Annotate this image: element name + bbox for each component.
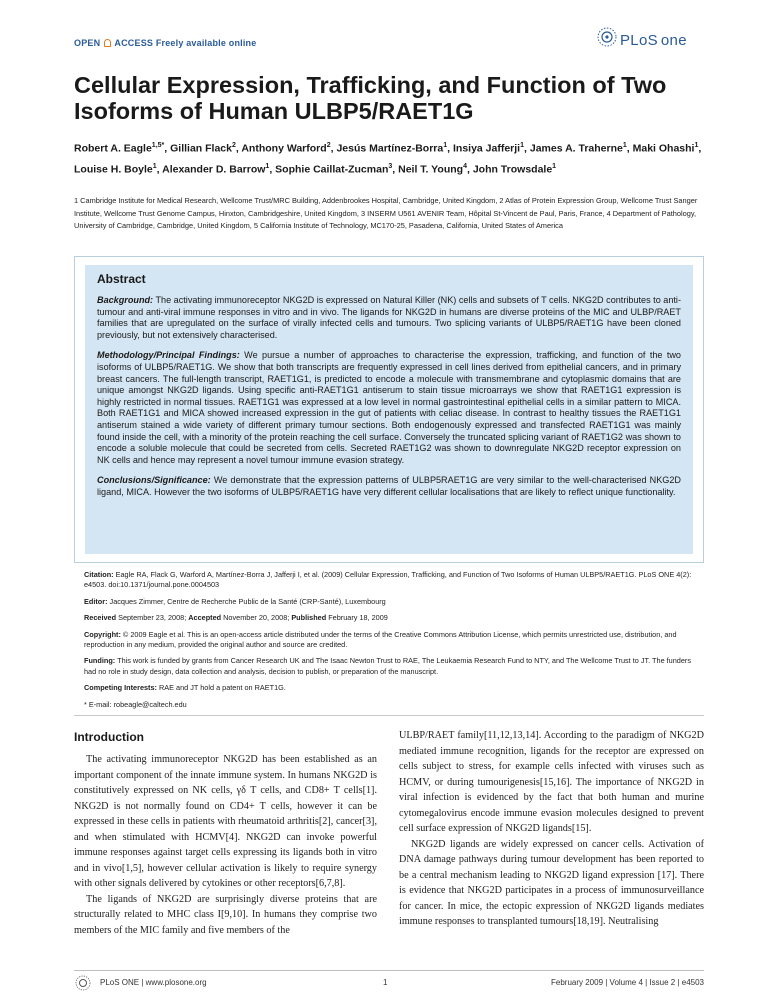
competing-interests xyxy=(84,683,696,693)
author-affiliation-mark: 1 xyxy=(622,142,627,149)
received-date: September 23, 2008; xyxy=(118,613,187,623)
copyright xyxy=(84,630,696,651)
plos-one-logo xyxy=(596,26,706,52)
copyright-text: © 2009 Eagle et al. This is an open-access article distributed under the terms of the Creative Commons Attribution License, which permits unrestricted use, distribution, and reproduction in any medium, provided the original author and source are credited. xyxy=(84,629,677,650)
open-label: OPEN xyxy=(74,38,101,48)
author-name: Gillian Flack xyxy=(170,142,232,155)
funding xyxy=(84,656,696,677)
author-name: Neil T. Young xyxy=(398,163,464,175)
footer-issue: February 2009 | Volume 4 | Issue 2 | e4503 xyxy=(551,978,704,987)
footer-page-number: 1 xyxy=(383,978,388,987)
article-metadata xyxy=(84,570,696,716)
plos-logo-text xyxy=(620,32,687,49)
access-label: ACCESS xyxy=(114,38,154,48)
abstract-background xyxy=(97,295,681,341)
email[interactable]: * E-mail: robeagle@caltech.edu xyxy=(84,699,187,709)
footer-journal[interactable]: PLoS ONE | www.plosone.org xyxy=(100,978,207,987)
received-label: Received xyxy=(84,613,117,623)
section-divider xyxy=(74,715,704,716)
conclusions-text: We demonstrate that the expression patterns of ULBP5RAET1G are very similar to the well-characterised NKG2D ligand, MICA. However the two isoforms of ULBP5/RAET1G have very different cellular localisations that are likely to reflect unique functionality. xyxy=(97,475,681,497)
author-affiliation-mark: 1 xyxy=(552,162,557,170)
author-affiliation-mark: 1 xyxy=(265,162,270,170)
intro-paragraph-1: The activating immunoreceptor NKG2D has been established as an important component of the innate immune system. In humans NKG2D is constitutively expressed on NK cells, γδ T cells, and CD8+ T cells[1]. NKG2D is not normally found on CD4+ T cells, however it can be expressed in these cells in patients with rheumatoid arthritis[2], cancer[3], and when stimulated with HCMV[4]. NKG2D can invoke powerful immune responses against target cells expressing its ligands both in vitro and in vivo[1,5], however cellular activation is likely to require synergy with other signals delivered by cytokines or other receptors[6,7,8]. xyxy=(74,754,377,889)
affiliations: 1 Cambridge Institute for Medical Research, Wellcome Trust/MRC Building, Addenbrookes Hospital, Cambridge, United Kingdom, 2 Atlas of Protein Expression Group, Wellcome Trust Sanger Institute, Wellcome Trust Genome Campus, Hinxton, Cambridgeshire, United Kingdom, 3 INSERM U561 AVENIR Team, Hôpital St-Vincent de Paul, Paris, France, 4 Department of Pathology, University of Cambridge, Cambridge, United Kingdom, 5 California Institute of Technology, MC170-25, Pasadena, California, United States of America xyxy=(74,196,698,230)
background-text: The activating immunoreceptor NKG2D is expressed on Natural Killer (NK) cells and subsets of T cells. NKG2D contributes to anti-tumour and anti-viral immune responses in vitro and in vivo. The ligands for NKG2D in humans are diverse proteins of the MIC and ULBP/RAET families that are upregulated on the surface of virally infected cells and tumours. Two splicing variants of ULBP5/RAET1G have been cloned previously, but not extensively characterised. xyxy=(97,295,681,340)
author-name: Louise H. Boyle xyxy=(74,163,153,175)
citation-label: Citation: xyxy=(84,570,114,579)
plos-logo-icon xyxy=(596,26,618,48)
author-name: Maki Ohashi xyxy=(632,142,695,155)
author-affiliation-mark: 1 xyxy=(152,162,157,170)
published-label: Published xyxy=(291,613,327,623)
body-column-left xyxy=(74,752,377,938)
author-affiliation-mark: 3 xyxy=(388,162,393,170)
author-affiliation-mark: 1 xyxy=(520,142,525,149)
dates xyxy=(84,613,696,623)
abstract-box xyxy=(74,256,704,563)
author-name: Robert A. Eagle xyxy=(74,142,152,155)
author-name: Anthony Warford xyxy=(241,142,327,155)
funding-label: Funding: xyxy=(84,656,116,666)
footer-plos-icon xyxy=(74,974,92,992)
open-access-banner xyxy=(74,38,256,48)
funding-text: This work is funded by grants from Cancer Research UK and The Isaac Newton Trust to RAE, The Leukaemia Research Fund to NTY, and The Wellcome Trust to JT. The funders had no role in study design, data collection and analysis, decision to publish, or preparation of the manuscript. xyxy=(84,656,691,676)
abstract-panel xyxy=(85,265,693,554)
abstract-conclusions xyxy=(97,475,681,498)
open-lock-icon xyxy=(104,39,111,47)
author-affiliation-mark: 4 xyxy=(463,162,467,170)
author-affiliation-mark: 1 xyxy=(443,142,448,149)
author-affiliation-mark: 2 xyxy=(231,142,236,149)
accepted-label: Accepted xyxy=(188,613,222,623)
article-title: Cellular Expression, Trafficking, and Function of Two Isoforms of Human ULBP5/RAET1G xyxy=(74,72,667,124)
author-list: Robert A. Eagle$^{1,5*}$, Gillian Flack$^2$, Anthony Warford$^2$, Jesús Martínez-Borra$^1$, Insiya Jafferji$^1$, James A. Traherne$^1$, Maki Ohashi$^1$, Louise H. Boyle$^1$, Alexander D. Barrow$^1$, Sophie Caillat-Zucman$^3$, Neil T. Young$^4$, John Trowsdale$^1$ xyxy=(74,142,702,175)
abstract-methods xyxy=(97,350,681,466)
author-affiliation-mark: 2 xyxy=(326,142,331,149)
author-name: Insiya Jafferji xyxy=(452,142,521,155)
intro-paragraph-3: ULBP/RAET family[11,12,13,14]. According to the paradigm of NKG2D mediated immune recognition, ligands for the receptor are expressed on cells subject to stress, for example cells infected with viruses such as HCMV, or during tumourigenesis[15,16]. The importance of NKG2D in viral infection is evidenced by the fact that both human and murine cytomegalovirus encode immune evasion molecules designed to prevent cell surface expression of NKG2D ligands[15]. xyxy=(399,730,704,834)
editor-label: Editor: xyxy=(84,596,108,606)
copyright-label: Copyright: xyxy=(84,629,121,639)
author-name: James A. Traherne xyxy=(529,142,623,155)
methods-label: Methodology/Principal Findings: xyxy=(97,350,240,361)
editor-text: Jacques Zimmer, Centre de Recherche Public de la Santé (CRP-Santé), Luxembourg xyxy=(109,596,386,606)
author-affiliation-mark: 1,5* xyxy=(151,142,165,149)
footer-divider xyxy=(74,970,704,971)
logo-plos: PLoS xyxy=(620,32,658,49)
methods-text: We pursue a number of approaches to characterise the expression, trafficking, and function of the two isoforms of ULBP5/RAET1G. We show that both transcripts are frequently expressed in cell lines derived from epithelial cancers, and in primary breast cancers. The full-length transcript, RAET1G1, is predicted to encode a molecule with transmembrane and cytoplasmic domains that are unique amongst NKG2D ligands. Using specific anti-RAET1G1 antiserum to stain tissue microarrays we show that RAET1G1 expression is highly restricted in normal tissues. RAET1G1 was expressed at a low level in normal gastrointestinal epithelial cells in a similar pattern to MICA. Both RAET1G1 and MICA showed increased expression in the gut of patients with celiac disease. In contrast to healthy tissues the RAET1G1 antiserum stained a wide variety of different primary tumour sections. Both endogenously expressed and transfected RAET1G1 was mainly found inside the cell, with a minority of the protein reaching the cell surface. Conversely the truncated splicing variant of RAET1G2 was shown to encode a soluble molecule that could be secreted from cells. Secreted RAET1G2 was shown to downregulate NKG2D receptor expression on NK cells and hence may represent a novel tumour immune evasion strategy. xyxy=(97,350,681,465)
competing-label: Competing Interests: xyxy=(84,683,157,693)
logo-one: one xyxy=(660,32,687,49)
citation xyxy=(84,570,696,591)
published-date: February 18, 2009 xyxy=(328,613,388,623)
free-label: Freely available online xyxy=(155,38,257,48)
author-name: Alexander D. Barrow xyxy=(162,163,266,175)
citation-text: Eagle RA, Flack G, Warford A, Martínez-Borra J, Jafferji I, et al. (2009) Cellular Expression, Trafficking, and Function of Two Isoforms of Human ULBP5/RAET1G. PLoS ONE 4(2): e4503. doi:10.1371/journal.pone.0004503 xyxy=(84,570,692,590)
body-column-right xyxy=(399,728,704,930)
author-affiliation-mark: 1 xyxy=(694,142,699,149)
abstract-heading: Abstract xyxy=(97,272,146,286)
intro-paragraph-2: The ligands of NKG2D are surprisingly diverse proteins that are structurally related to MHC class I[9,10]. In humans they comprise two members of the MIC family and five members of the xyxy=(74,893,377,936)
editor xyxy=(84,597,696,607)
conclusions-label: Conclusions/Significance: xyxy=(97,475,211,486)
author-name: Jesús Martínez-Borra xyxy=(336,142,444,155)
intro-paragraph-4: NKG2D ligands are widely expressed on cancer cells. Activation of DNA damage pathways during tumour development has been reported to be a central mechanism leading to NKG2D ligand expression [17]. There is evidence that NKG2D participates in a process of immunosurveillance for cancer. In mice, the ectopic expression of NKG2D ligands mediates immune responses to transplanted tumours[18,19]. Neutralising xyxy=(399,838,704,927)
introduction-heading: Introduction xyxy=(74,730,144,744)
background-label: Background: xyxy=(97,295,154,305)
author-name: Sophie Caillat-Zucman xyxy=(275,163,389,175)
author-name: John Trowsdale xyxy=(472,163,553,175)
accepted-date: November 20, 2008; xyxy=(223,613,290,623)
competing-text: RAE and JT hold a patent on RAET1G. xyxy=(159,683,286,693)
